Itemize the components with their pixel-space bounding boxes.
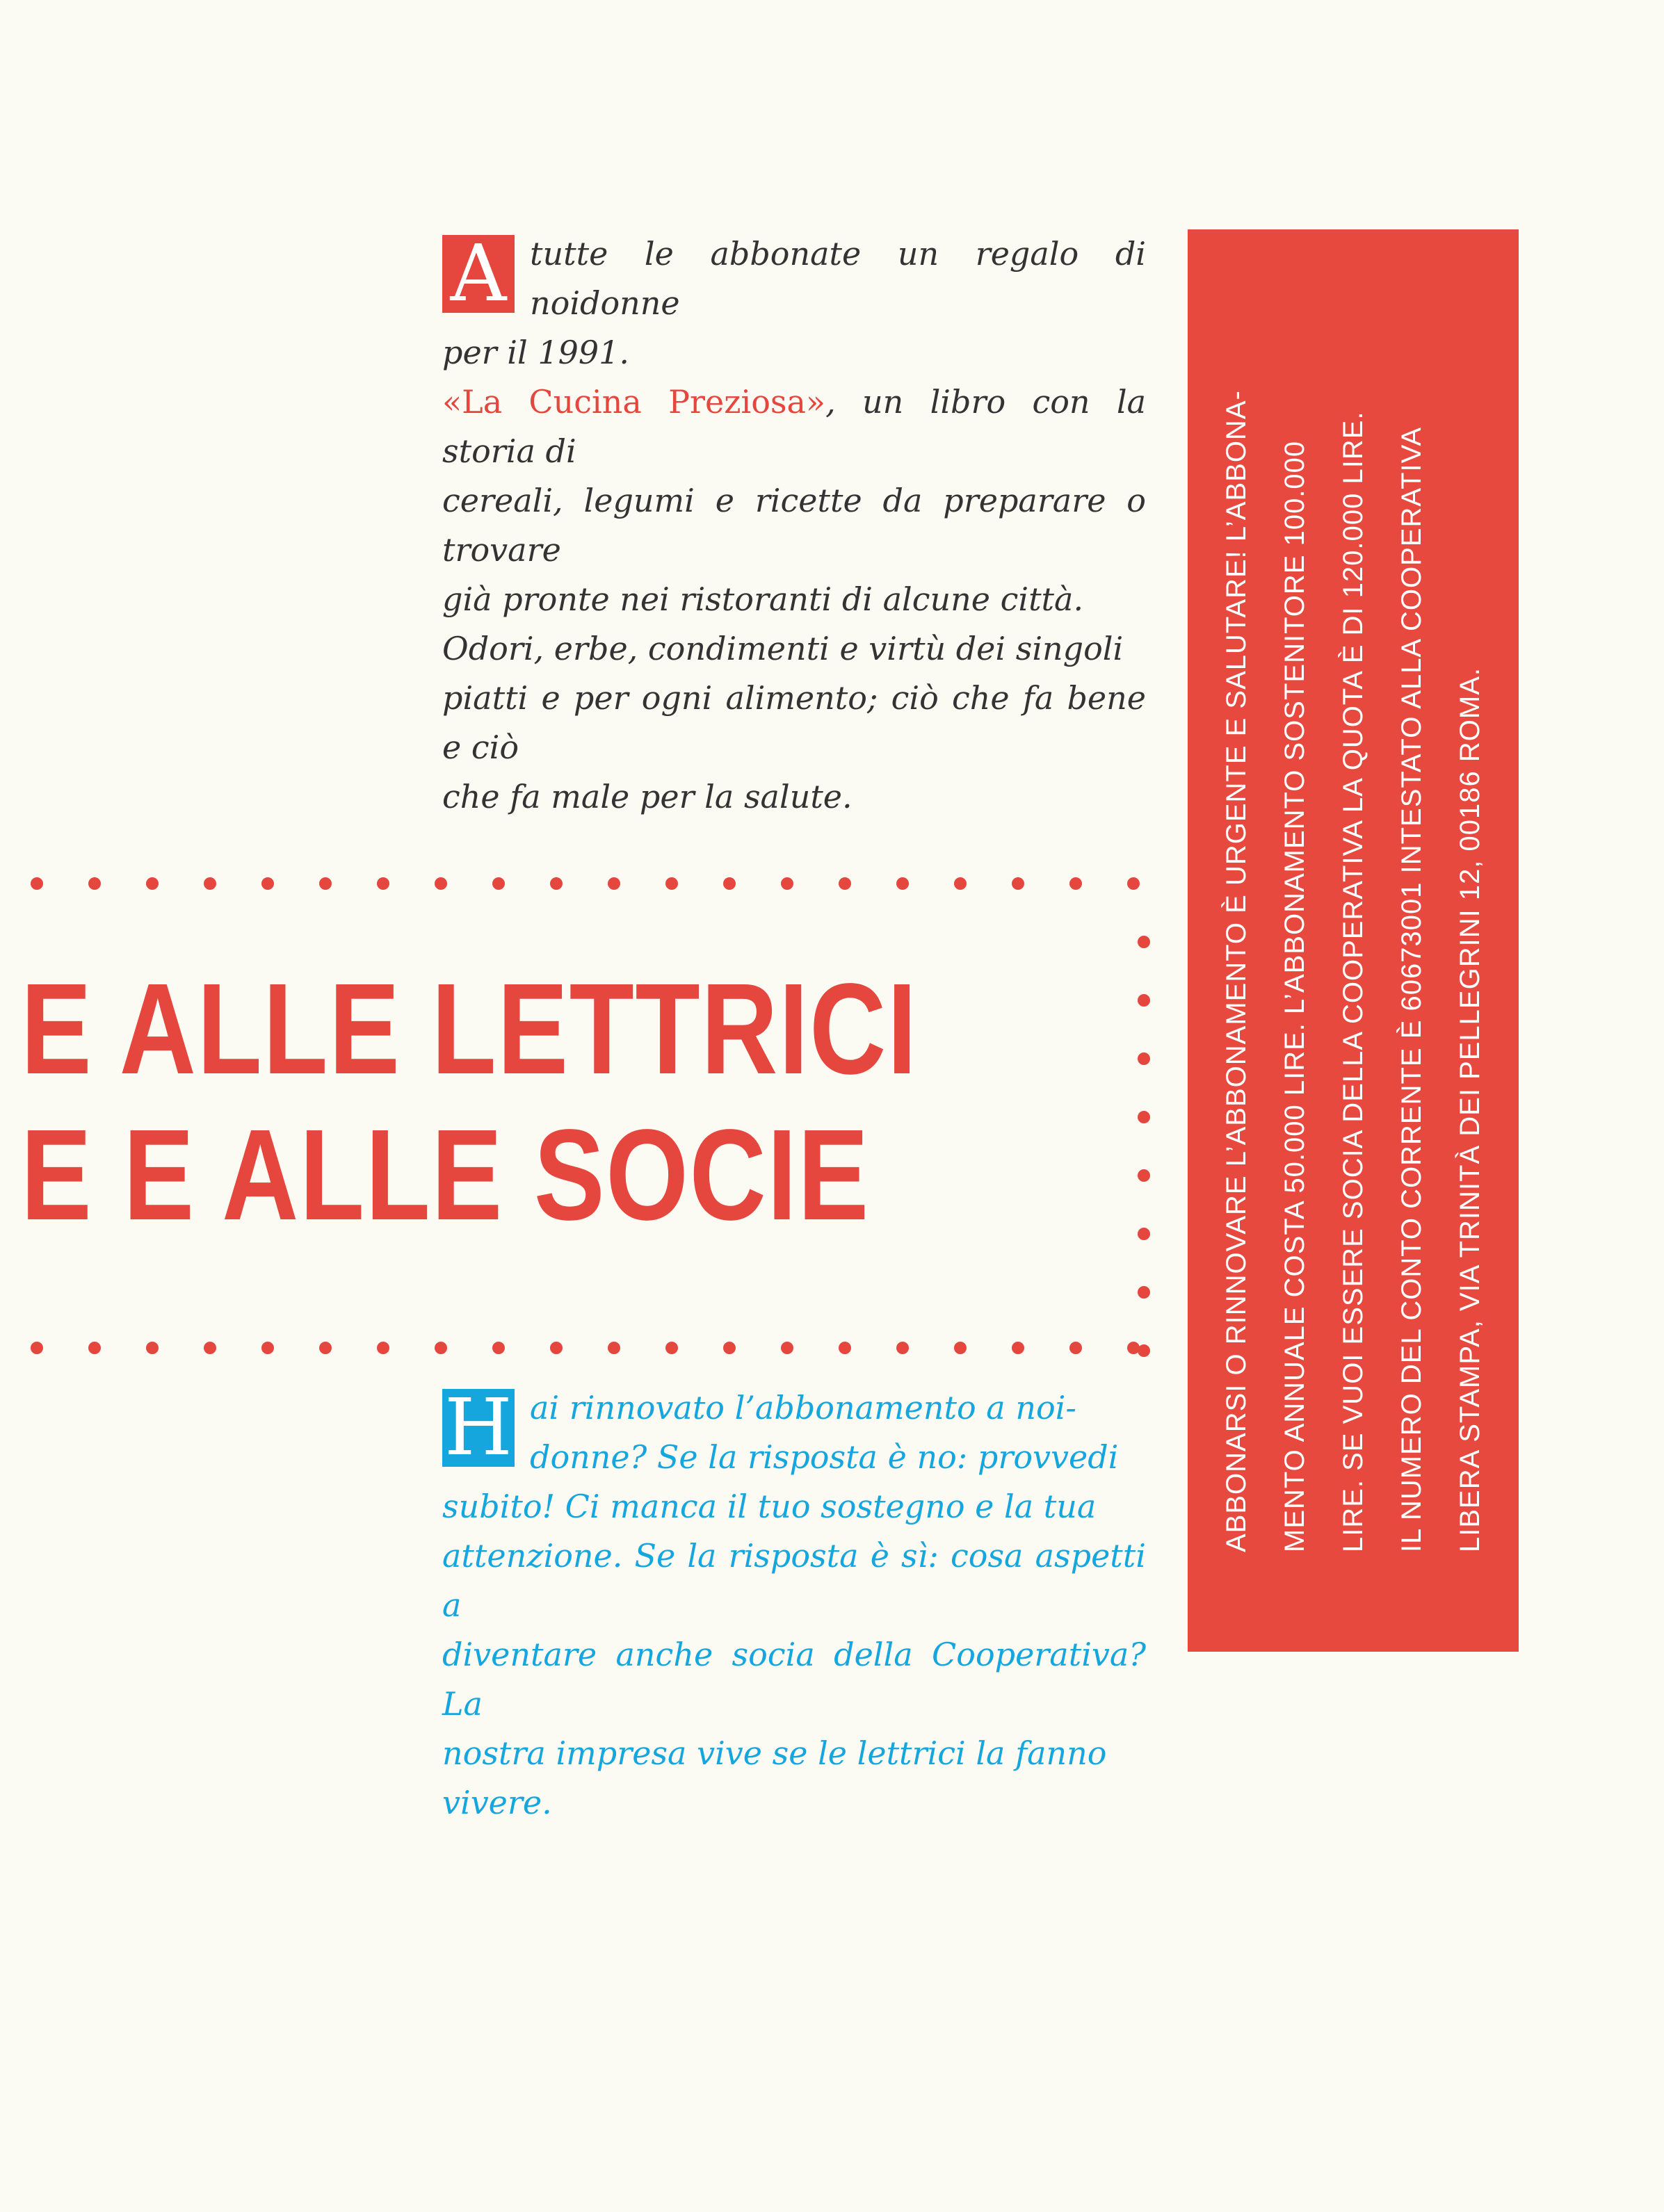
dot [146,877,159,890]
page-gutter [0,954,7,1214]
intro-line: tutte le abbonate un regalo di noidonne [530,235,1146,322]
dotted-rule-bottom [31,1342,1150,1354]
intro-line: già pronte nei ristoranti di alcune città. [442,580,1084,618]
renew-line: nostra impresa vive se le lettrici la fanno [442,1734,1107,1772]
dot [665,1342,678,1354]
dot [377,877,389,890]
dot [1069,1342,1082,1354]
dot [839,877,851,890]
dot [88,877,101,890]
intro-paragraph [442,229,1146,822]
intro-line: cereali, legumi e ricette da preparare o trovare [442,482,1146,569]
dotted-rule-right [1138,877,1150,1354]
subscription-info-text [1207,329,1499,1552]
headline-line-2: E E ALLE SOCIE [21,1103,870,1247]
dot [204,877,216,890]
intro-line: che fa male per la salute. [442,778,853,815]
subscription-info-box [1188,229,1519,1652]
book-title: «La Cucina Preziosa» [442,383,826,421]
info-line: ABBONARSI O RINNOVARE L’ABBONAMENTO È URGENTE E SALUTARE! L’ABBONA- [1221,390,1252,1552]
dot [896,877,909,890]
dot [550,1342,563,1354]
dot [435,877,447,890]
dot [261,877,274,890]
dot [31,877,43,890]
drop-cap-h: H [442,1389,515,1467]
dot [723,1342,736,1354]
dot [204,1342,216,1354]
dot [319,1342,332,1354]
dot [1138,1052,1150,1065]
dot [723,877,736,890]
drop-cap-a: A [442,235,515,313]
dot [1138,936,1150,948]
dot [1012,877,1024,890]
dot [839,1342,851,1354]
dot [1069,877,1082,890]
dot [1138,1111,1150,1123]
dot [550,877,563,890]
dot [88,1342,101,1354]
intro-line: Odori, erbe, condimenti e virtù dei singoli [442,630,1124,667]
renew-paragraph [442,1383,1146,1828]
dot [1138,1228,1150,1240]
dot [665,877,678,890]
dot [146,1342,159,1354]
dot [492,1342,505,1354]
intro-line: «La Cucina Preziosa», un libro con la storia di [442,383,1146,470]
intro-line: per il 1991. [442,334,630,371]
dot [608,1342,620,1354]
intro-line: piatti e per ogni alimento; ciò che fa bene e ciò [442,679,1146,766]
renew-line: attenzione. Se la risposta è sì: cosa aspetti a [442,1537,1146,1624]
dot [954,877,967,890]
dot [1138,1344,1150,1357]
dot [1138,1286,1150,1299]
info-line: MENTO ANNUALE COSTA 50.000 LIRE. L’ABBONAMENTO SOSTENITORE 100.000 [1279,440,1310,1552]
renew-line: donne? Se la risposta è no: provvedi [530,1438,1119,1476]
dot [781,877,793,890]
dot [492,877,505,890]
dotted-rule-top [31,877,1150,890]
info-line: LIRE. SE VUOI ESSERE SOCIA DELLA COOPERATIVA LA QUOTA È DI 120.000 LIRE. [1338,411,1368,1552]
dot [954,1342,967,1354]
renew-line: ai rinnovato l’abbonamento a noi- [530,1389,1076,1426]
dot [435,1342,447,1354]
dot [781,1342,793,1354]
info-line: LIBERA STAMPA, VIA TRINITÀ DEI PELLEGRINI 12, 00186 ROMA. [1455,667,1485,1552]
dot [319,877,332,890]
dot [261,1342,274,1354]
dot [377,1342,389,1354]
renew-line: vivere. [442,1784,552,1821]
info-line: IL NUMERO DEL CONTO CORRENTE È 60673001 INTESTATO ALLA COOPERATIVA [1396,426,1427,1552]
dot [1138,1169,1150,1182]
renew-line: subito! Ci manca il tuo sostegno e la tua [442,1488,1097,1525]
renew-line: diventare anche socia della Cooperativa? La [442,1636,1146,1723]
headline-line-1: E ALLE LETTRICI [21,957,918,1101]
dot [896,1342,909,1354]
dot [1138,994,1150,1007]
dot [1012,1342,1024,1354]
dot [608,877,620,890]
dot [31,1342,43,1354]
